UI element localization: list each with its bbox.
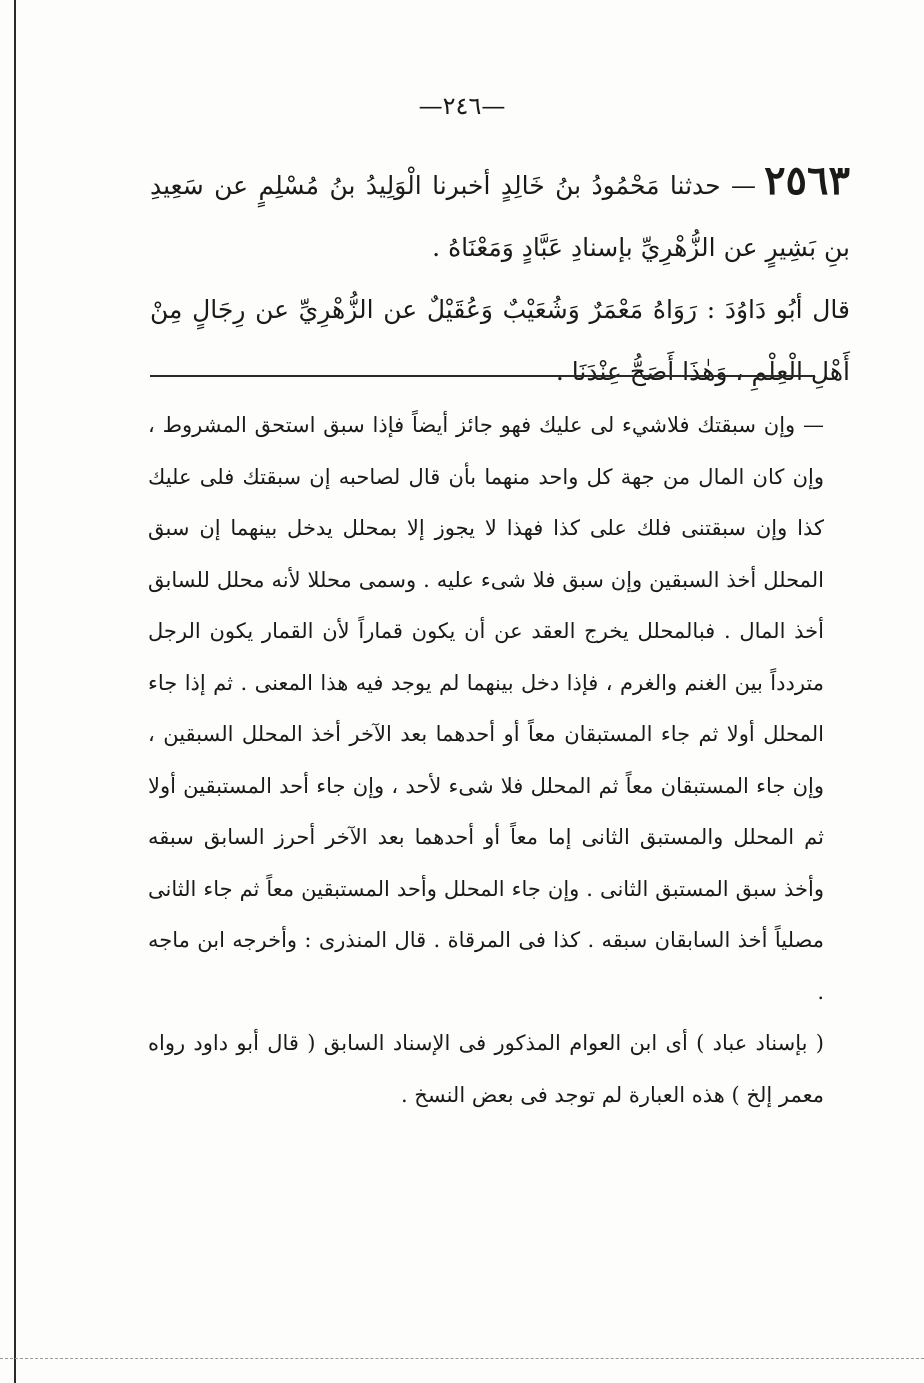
hadith-paragraph <box>150 150 850 279</box>
page-number: —٢٤٦— <box>418 92 506 120</box>
commentary-paragraph: — وإن سبقتك فلاشيء لى عليك فهو جائز أيضاً فإذا سبق استحق المشروط ، وإن كان المال من جهة كل واحد منهما بأن قال لصاحبه إن سبقتك فلى عليك كذا وإن سبقتنى فلك على كذا فهذا لا يجوز إلا بمحلل يدخل بينهما إن سبق المحلل أخذ السبقين وإن سبق فلا شىء عليه . وسمى محللا لأنه محلل للسابق أخذ المال . فبالمحلل يخرج العقد عن أن يكون قماراً لأن القمار يكون الرجل متردداً بين الغنم والغرم ، فإذا دخل بينهما لم يوجد فيه هذا المعنى . ثم إذا جاء المحلل أولا ثم جاء المستبقان معاً أو أحدهما بعد الآخر أخذ المحلل السبقين ، وإن جاء المستبقان معاً ثم المحلل فلا شىء لأحد ، وإن جاء أحد المستبقين أولا ثم المحلل والمستبق الثانى إما معاً أو أحدهما بعد الآخر أحرز السابق سبقه وأخذ سبق المستبق الثانى . وإن جاء المحلل وأحد المستبقين معاً ثم جاء الثانى مصلياً أخذ السابقان سبقه . كذا فى المرقاة . قال المنذرى : وأخرجه ابن ماجه . <box>148 413 824 1004</box>
footnote-divider <box>150 375 815 377</box>
hadith-number: ٢٥٦٣ <box>764 157 850 204</box>
page-bottom-edge <box>0 1358 924 1360</box>
commentary-text <box>148 400 824 1121</box>
commentary-paragraph: ( بإسناد عباد ) أى ابن العوام المذكور فى الإسناد السابق ( قال أبو داود رواه معمر إلخ ) هذه العبارة لم توجد فى بعض النسخ . <box>148 1031 824 1107</box>
hadith-chain: — حدثنا مَحْمُودُ بنُ خَالِدٍ أخبرنا الْوَلِيدُ بنُ مُسْلِمٍ عن سَعِيدِ بنِ بَشِيرٍ عن الزُّهْرِيِّ بإسنادِ عَبَّادٍ وَمَعْنَاهُ . <box>150 171 850 262</box>
page-left-edge <box>14 0 16 1383</box>
abu-dawud-remark: قال أبُو دَاوُدَ : رَوَاهُ مَعْمَرٌ وَشُعَيْبٌ وَعُقَيْلٌ عن الزُّهْرِيِّ عن رِجَالٍ مِنْ أَهْلِ الْعِلْمِ ، وَهٰذَا أَصَحُّ عِنْدَنَا . <box>150 295 850 386</box>
hadith-text <box>150 150 850 403</box>
